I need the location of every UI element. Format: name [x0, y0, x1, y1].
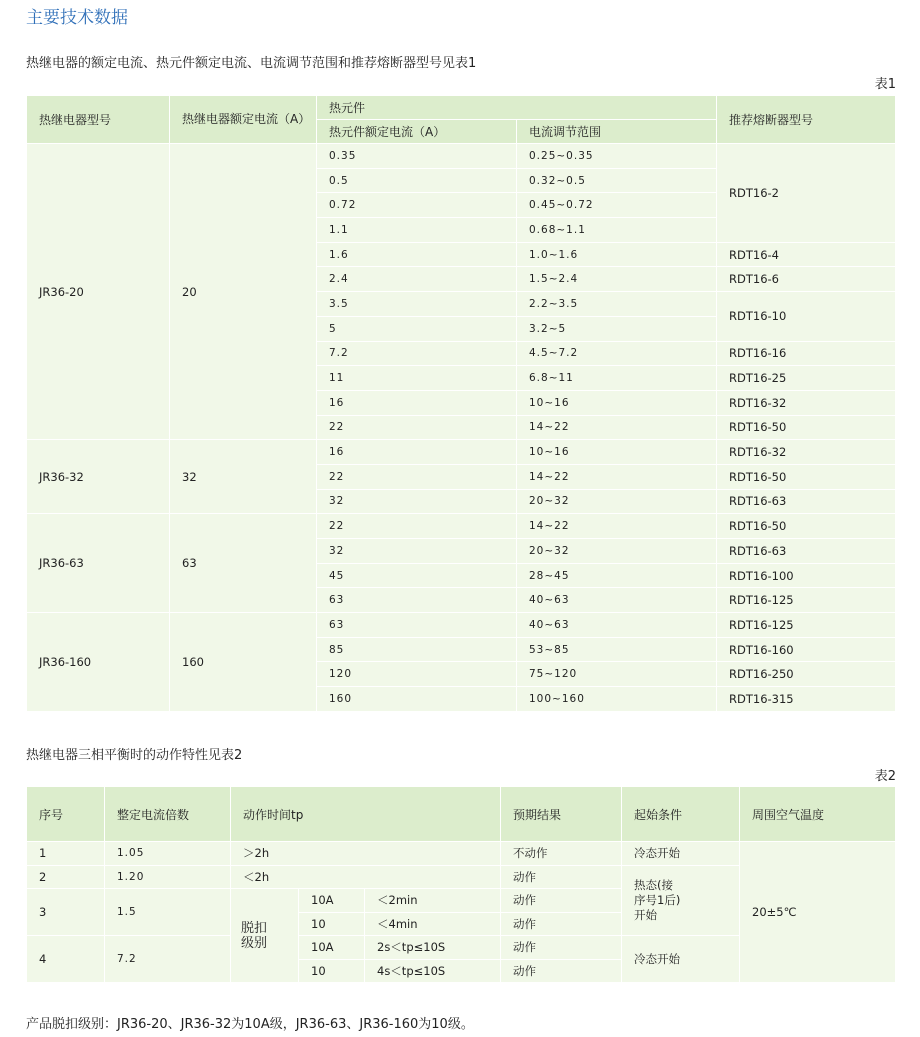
- fuse-cell: RDT16-63: [717, 489, 896, 514]
- start-cell: 热态(接序号1后)开始: [622, 865, 740, 936]
- fuse-cell: RDT16-160: [717, 637, 896, 662]
- page-title: 主要技术数据: [26, 8, 128, 28]
- fuse-cell: RDT16-315: [717, 687, 896, 712]
- range-cell: 75~120: [517, 662, 717, 687]
- header-start: 起始条件: [622, 787, 740, 842]
- current-cell: 0.35: [317, 144, 517, 169]
- current-cell: 32: [317, 539, 517, 564]
- range-cell: 10~16: [517, 390, 717, 415]
- table2-caption: 热继电器三相平衡时的动作特性见表2: [26, 748, 243, 763]
- fuse-cell: RDT16-63: [717, 539, 896, 564]
- range-cell: 0.45~0.72: [517, 193, 717, 218]
- multiple-cell: 1.5: [105, 889, 231, 936]
- range-cell: 1.0~1.6: [517, 242, 717, 267]
- range-cell: 2.2~3.5: [517, 292, 717, 317]
- fuse-cell: RDT16-32: [717, 440, 896, 465]
- range-cell: 28~45: [517, 563, 717, 588]
- table-row: [27, 440, 896, 465]
- table-row: [27, 144, 896, 169]
- trip-class-cell: 10A: [299, 936, 365, 960]
- result-cell: 动作: [501, 912, 622, 936]
- range-cell: 40~63: [517, 588, 717, 613]
- fuse-cell: RDT16-125: [717, 613, 896, 638]
- current-cell: 63: [317, 613, 517, 638]
- current-cell: 1.1: [317, 218, 517, 243]
- result-cell: 不动作: [501, 842, 622, 866]
- current-cell: 7.2: [317, 341, 517, 366]
- current-cell: 1.6: [317, 242, 517, 267]
- rated-cell: 160: [170, 613, 317, 712]
- current-cell: 11: [317, 366, 517, 391]
- header-seq: 序号: [27, 787, 105, 842]
- result-cell: 动作: [501, 959, 622, 983]
- model-cell: JR36-63: [27, 514, 170, 613]
- range-cell: 10~16: [517, 440, 717, 465]
- current-cell: 22: [317, 514, 517, 539]
- table1-caption: 热继电器的额定电流、热元件额定电流、电流调节范围和推荐熔断器型号见表1: [26, 56, 477, 71]
- rated-cell: 20: [170, 144, 317, 440]
- trip-time-cell: 2s＜tp≤10S: [365, 936, 501, 960]
- current-cell: 160: [317, 687, 517, 712]
- multiple-cell: 7.2: [105, 936, 231, 983]
- fuse-cell: RDT16-32: [717, 390, 896, 415]
- fuse-cell: RDT16-100: [717, 563, 896, 588]
- header-adjust-range: 电流调节范围: [517, 120, 717, 144]
- current-cell: 45: [317, 563, 517, 588]
- table-header-row: [27, 96, 896, 120]
- current-cell: 85: [317, 637, 517, 662]
- range-cell: 4.5~7.2: [517, 341, 717, 366]
- header-element: 热元件: [317, 96, 717, 120]
- fuse-cell: RDT16-50: [717, 464, 896, 489]
- header-multiple: 整定电流倍数: [105, 787, 231, 842]
- range-cell: 100~160: [517, 687, 717, 712]
- footnote: 产品脱扣级别：JR36-20、JR36-32为10A级，JR36-63、JR36-160为10级。: [26, 1017, 474, 1032]
- fuse-cell: RDT16-250: [717, 662, 896, 687]
- header-time: 动作时间tp: [231, 787, 501, 842]
- result-cell: 动作: [501, 936, 622, 960]
- fuse-cell: RDT16-125: [717, 588, 896, 613]
- result-cell: 动作: [501, 865, 622, 889]
- trip-class-cell: 10: [299, 959, 365, 983]
- action-characteristics-table: [26, 786, 896, 983]
- current-cell: 22: [317, 464, 517, 489]
- range-cell: 14~22: [517, 464, 717, 489]
- temp-cell: 20±5℃: [740, 842, 896, 983]
- current-cell: 2.4: [317, 267, 517, 292]
- fuse-cell: RDT16-16: [717, 341, 896, 366]
- range-cell: 0.25~0.35: [517, 144, 717, 169]
- table-row: [27, 842, 896, 866]
- current-cell: 16: [317, 440, 517, 465]
- time-cell: ＜2h: [231, 865, 501, 889]
- header-fuse: 推荐熔断器型号: [717, 96, 896, 144]
- fuse-cell: RDT16-50: [717, 514, 896, 539]
- model-cell: JR36-160: [27, 613, 170, 712]
- multiple-cell: 1.20: [105, 865, 231, 889]
- range-cell: 20~32: [517, 489, 717, 514]
- rated-cell: 32: [170, 440, 317, 514]
- range-cell: 0.68~1.1: [517, 218, 717, 243]
- range-cell: 53~85: [517, 637, 717, 662]
- fuse-cell: RDT16-25: [717, 366, 896, 391]
- table1-label: 表1: [874, 77, 896, 92]
- trip-time-cell: ＜2min: [365, 889, 501, 913]
- range-cell: 14~22: [517, 514, 717, 539]
- range-cell: 20~32: [517, 539, 717, 564]
- trip-class-cell: 10: [299, 912, 365, 936]
- start-cell: 冷态开始: [622, 842, 740, 866]
- seq-cell: 4: [27, 936, 105, 983]
- table2-label: 表2: [874, 769, 896, 784]
- trip-class-cell: 10A: [299, 889, 365, 913]
- current-cell: 63: [317, 588, 517, 613]
- trip-class-label: 脱扣级别: [231, 889, 299, 983]
- current-cell: 16: [317, 390, 517, 415]
- header-rated-current: 热继电器额定电流（A）: [170, 96, 317, 144]
- header-result: 预期结果: [501, 787, 622, 842]
- header-element-current: 热元件额定电流（A）: [317, 120, 517, 144]
- multiple-cell: 1.05: [105, 842, 231, 866]
- start-cell: 冷态开始: [622, 936, 740, 983]
- rated-cell: 63: [170, 514, 317, 613]
- seq-cell: 2: [27, 865, 105, 889]
- table-row: [27, 514, 896, 539]
- fuse-cell: RDT16-10: [717, 292, 896, 341]
- current-cell: 32: [317, 489, 517, 514]
- fuse-cell: RDT16-6: [717, 267, 896, 292]
- trip-time-cell: ＜4min: [365, 912, 501, 936]
- seq-cell: 1: [27, 842, 105, 866]
- rating-table: [26, 95, 896, 712]
- result-cell: 动作: [501, 889, 622, 913]
- range-cell: 6.8~11: [517, 366, 717, 391]
- current-cell: 3.5: [317, 292, 517, 317]
- current-cell: 0.72: [317, 193, 517, 218]
- header-temp: 周围空气温度: [740, 787, 896, 842]
- table-header-row: [27, 787, 896, 842]
- model-cell: JR36-32: [27, 440, 170, 514]
- time-cell: ＞2h: [231, 842, 501, 866]
- table-row: [27, 613, 896, 638]
- range-cell: 0.32~0.5: [517, 168, 717, 193]
- range-cell: 14~22: [517, 415, 717, 440]
- trip-time-cell: 4s＜tp≤10S: [365, 959, 501, 983]
- range-cell: 1.5~2.4: [517, 267, 717, 292]
- fuse-cell: RDT16-4: [717, 242, 896, 267]
- header-model: 热继电器型号: [27, 96, 170, 144]
- current-cell: 120: [317, 662, 517, 687]
- current-cell: 22: [317, 415, 517, 440]
- range-cell: 40~63: [517, 613, 717, 638]
- current-cell: 0.5: [317, 168, 517, 193]
- current-cell: 5: [317, 316, 517, 341]
- fuse-cell: RDT16-50: [717, 415, 896, 440]
- fuse-cell: RDT16-2: [717, 144, 896, 243]
- seq-cell: 3: [27, 889, 105, 936]
- range-cell: 3.2~5: [517, 316, 717, 341]
- model-cell: JR36-20: [27, 144, 170, 440]
